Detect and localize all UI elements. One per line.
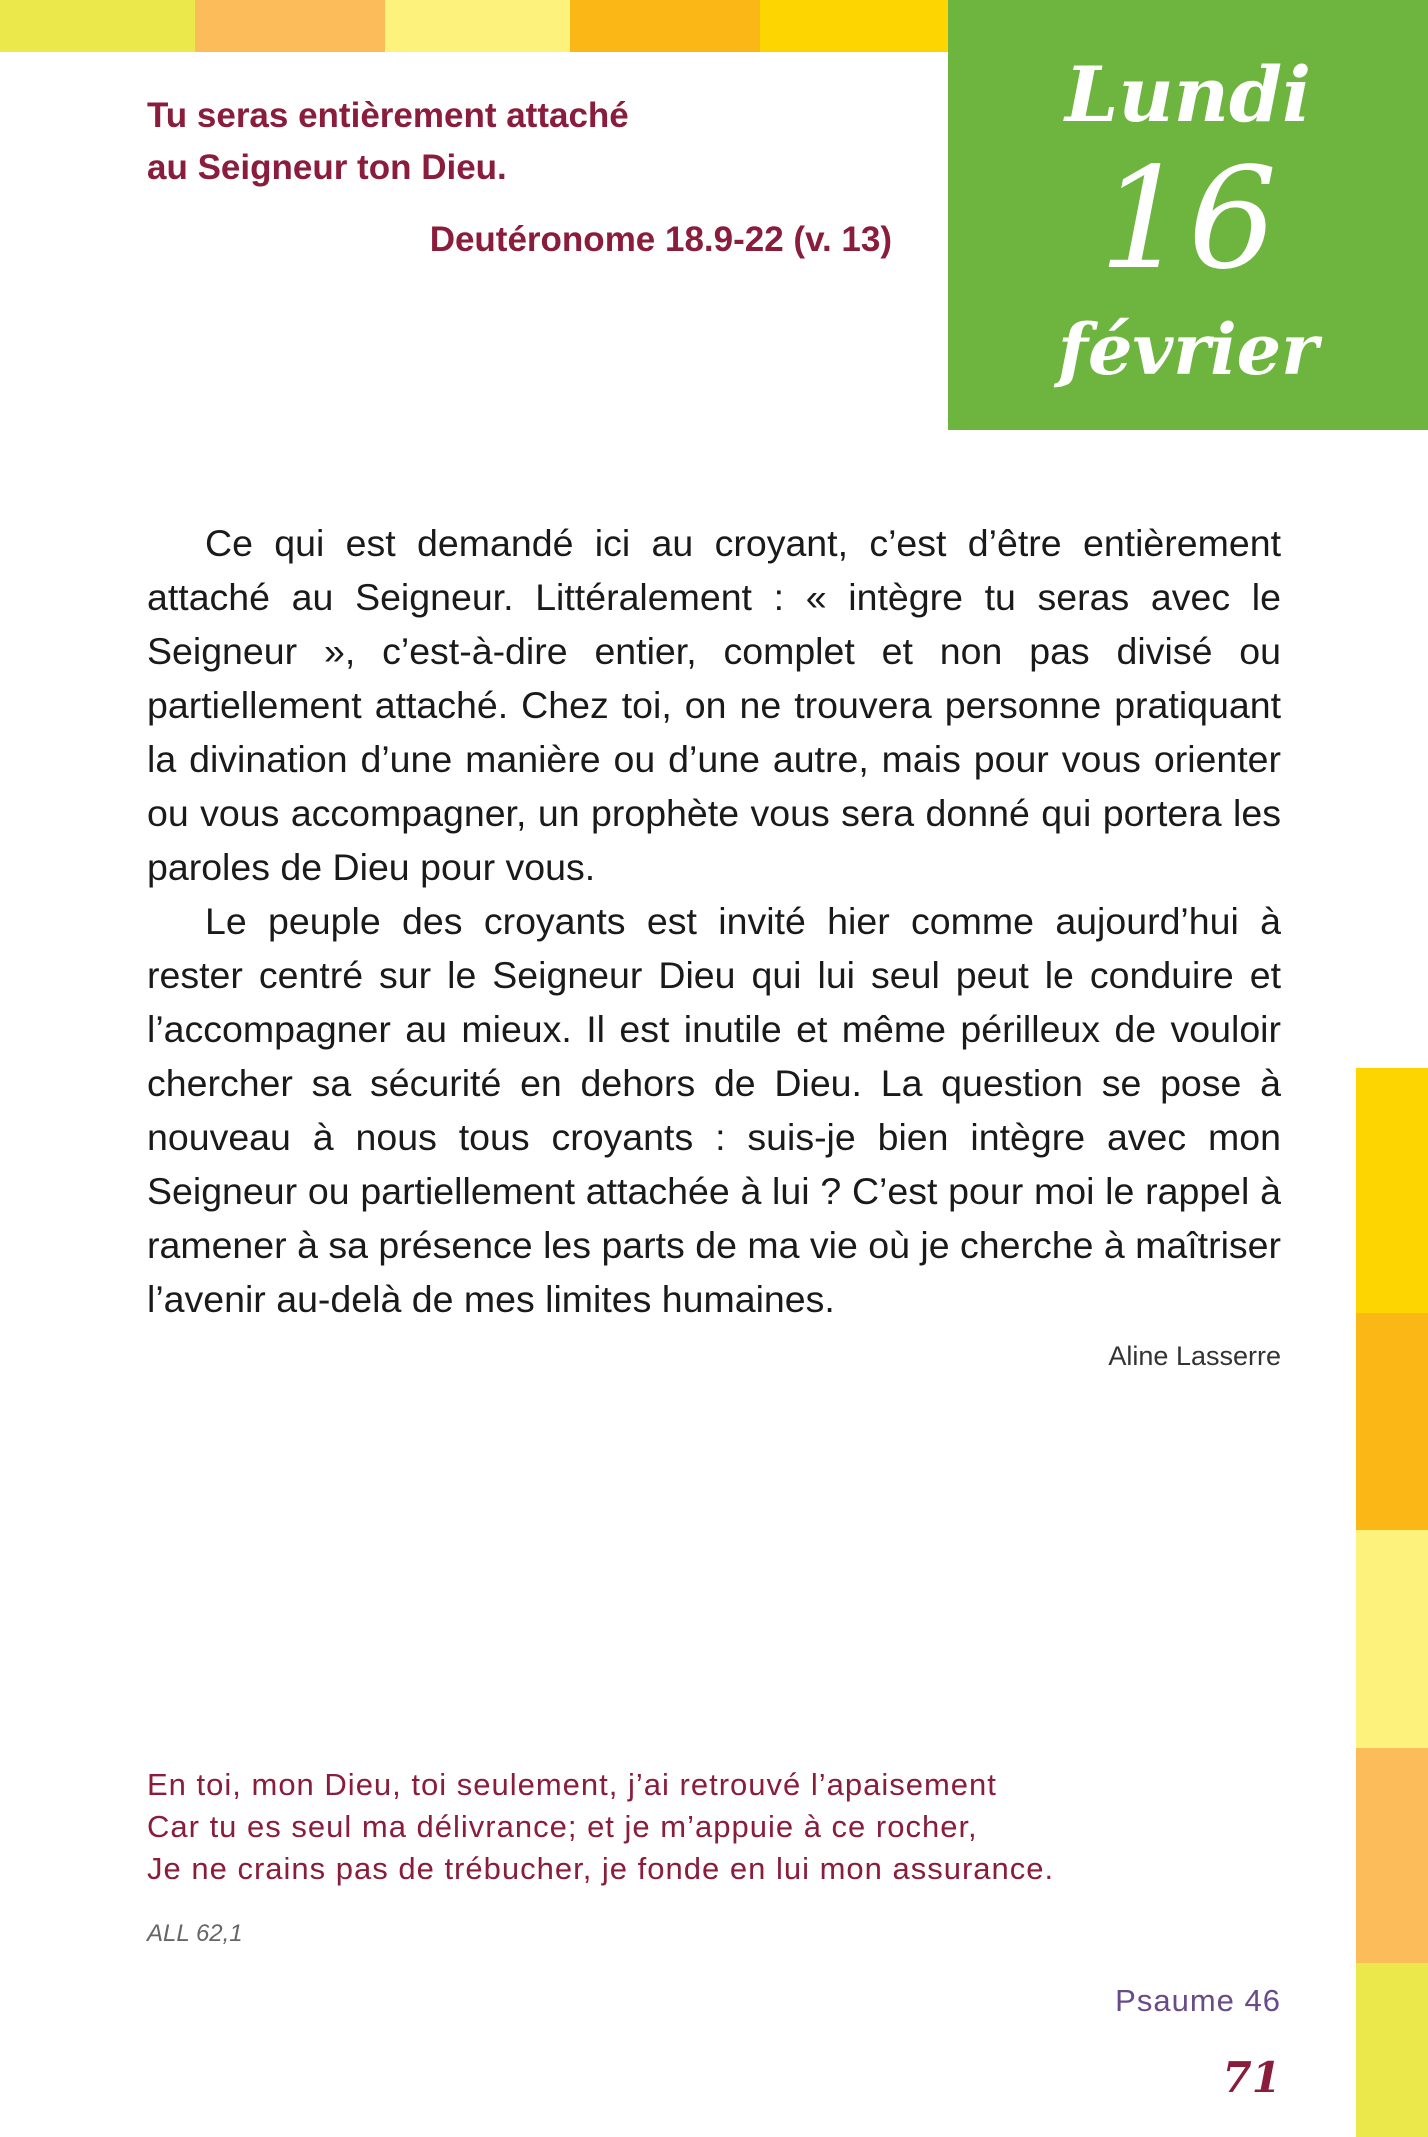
side-color-strip-gold bbox=[1356, 1313, 1428, 1530]
verse-reference: Deutéronome 18.9-22 (v. 13) bbox=[429, 220, 892, 259]
top-color-strip-yellow bbox=[760, 0, 948, 52]
hymn-line: Je ne crains pas de trébucher, je fonde en lui mon assurance. bbox=[147, 1851, 1055, 1886]
verse-text bbox=[147, 90, 847, 194]
date-box bbox=[948, 0, 1428, 430]
meditation-paragraph: Le peuple des croyants est invité hier comme aujourd’hui à rester centré sur le Seigneur Dieu qui lui seul peut le conduire et l’accompagner au mieux. Il est inutile et même périlleux de vouloir chercher sa sécurité en dehors de Dieu. La question se pose à nouveau à nous tous croyants : suis-je bien intègre avec mon Seigneur ou partiellement attachée à lui ? C’est pour moi le rappel à ramener à sa présence les parts de ma vie où je cherche à maîtriser l’avenir au-delà de mes limites humaines. bbox=[147, 900, 1281, 1320]
top-color-strip-yellow-green bbox=[0, 0, 195, 52]
meditation-paragraph: Ce qui est demandé ici au croyant, c’est d’être entièrement attaché au Seigneur. Littéralement : « intègre tu seras avec le Seigneur », c’est-à-dire entier, complet et non pas divisé ou partiellement attaché. Chez toi, on ne trouvera personne pratiquant la divination d’une manière ou d’une autre, mais pour vous orienter ou vous accompagner, un prophète vous sera donné qui portera les paroles de Dieu pour vous. bbox=[147, 522, 1281, 888]
side-color-strip-yellow bbox=[1356, 1068, 1428, 1313]
side-color-strip-orange bbox=[1356, 1748, 1428, 1963]
verse-line: au Seigneur ton Dieu. bbox=[147, 148, 507, 187]
hymn-line: Car tu es seul ma délivrance; et je m’appuie à ce rocher, bbox=[147, 1809, 978, 1844]
verse-line: Tu seras entièrement attaché bbox=[147, 96, 629, 135]
top-color-strip-gold bbox=[570, 0, 760, 52]
side-color-strip-yellow-green bbox=[1356, 1963, 1428, 2137]
psalm-reference: Psaume 46 bbox=[1115, 1983, 1281, 2018]
page-number: 71 bbox=[1222, 2053, 1281, 2102]
side-color-strip-pale-yellow bbox=[1356, 1530, 1428, 1748]
hymn-reference: ALL 62,1 bbox=[147, 1920, 243, 1947]
date-weekday: Lundi bbox=[1065, 50, 1311, 139]
date-day: 16 bbox=[1098, 138, 1278, 301]
author-name: Aline Lasserre bbox=[1108, 1341, 1281, 1371]
date-month: février bbox=[1057, 308, 1319, 391]
top-color-strip-orange bbox=[195, 0, 385, 52]
top-color-strip-pale-yellow bbox=[385, 0, 570, 52]
hymn-line: En toi, mon Dieu, toi seulement, j’ai retrouvé l’apaisement bbox=[147, 1767, 997, 1802]
hymn-verse bbox=[147, 1764, 1147, 1890]
meditation-text bbox=[147, 516, 1281, 1326]
